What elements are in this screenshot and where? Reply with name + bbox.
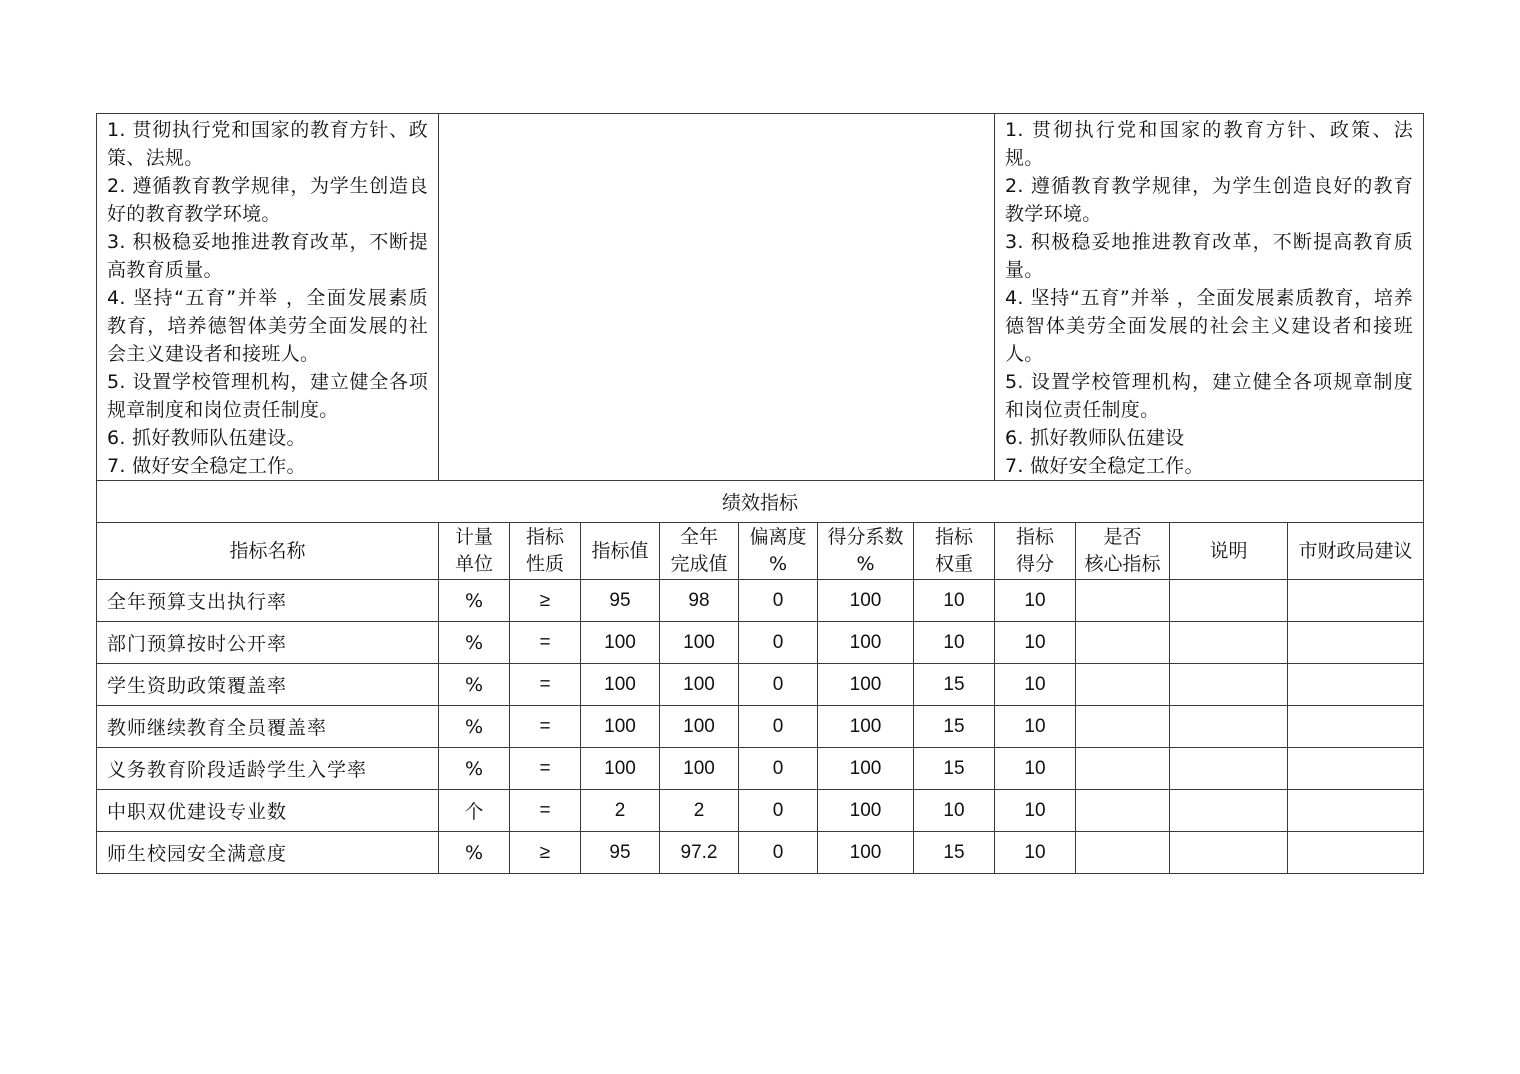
table-cell: 15: [914, 832, 995, 874]
column-header-line: 得分: [1015, 553, 1054, 575]
table-cell: 10: [995, 580, 1076, 622]
duty-item: 6. 抓好教师队伍建设。: [107, 427, 306, 449]
indicator-name-cell: 全年预算支出执行率: [97, 580, 439, 622]
table-cell: 10: [995, 832, 1076, 874]
table-cell: 100: [818, 622, 914, 664]
table-row: [97, 622, 1424, 664]
table-cell: 2: [581, 790, 660, 832]
table-cell: [1288, 832, 1424, 874]
table-cell: ≥: [510, 832, 581, 874]
column-header-line: %: [768, 553, 788, 575]
duty-item: 3. 积极稳妥地推进教育改革，不断提高教育质量。: [1005, 231, 1414, 281]
table-cell: [1288, 622, 1424, 664]
duty-item: 7. 做好安全稳定工作。: [107, 455, 306, 477]
table-cell: 10: [914, 790, 995, 832]
table-cell: [1170, 622, 1288, 664]
table-cell: 97.2: [660, 832, 739, 874]
duty-item: 1. 贯彻执行党和国家的教育方针、政策、法规。: [107, 119, 428, 169]
table-cell: =: [510, 790, 581, 832]
table-cell: 100: [581, 664, 660, 706]
column-header-line: 说明: [1209, 539, 1248, 562]
table-cell: 0: [739, 790, 818, 832]
table-cell: [1170, 706, 1288, 748]
table-cell: 15: [914, 664, 995, 706]
table-row: [97, 832, 1424, 874]
column-header: [914, 523, 995, 580]
table-row: [97, 664, 1424, 706]
table-cell: 0: [739, 748, 818, 790]
indicator-name-cell: 中职双优建设专业数: [97, 790, 439, 832]
duty-item: 3. 积极稳妥地推进教育改革，不断提高教育质量。: [107, 231, 428, 281]
table-cell: 100: [581, 706, 660, 748]
column-header-line: 指标名称: [229, 539, 306, 562]
column-header: [1288, 523, 1424, 580]
performance-table: [96, 113, 1424, 874]
table-cell: 0: [739, 664, 818, 706]
column-header-line: 是否: [1103, 526, 1142, 548]
table-row: [97, 790, 1424, 832]
table-cell: 0: [739, 580, 818, 622]
duty-item: 2. 遵循教育教学规律，为学生创造良好的教育教学环境。: [107, 175, 428, 225]
duties-right-cell: [995, 114, 1424, 481]
table-cell: 100: [660, 706, 739, 748]
duty-item: 5. 设置学校管理机构，建立健全各项规章制度和岗位责任制度。: [1005, 371, 1414, 421]
table-cell: 100: [660, 748, 739, 790]
duty-item: 5. 设置学校管理机构，建立健全各项规章制度和岗位责任制度。: [107, 371, 428, 421]
column-header-line: 指标: [1015, 526, 1054, 548]
duties-middle-cell: [439, 114, 995, 481]
column-header: [818, 523, 914, 580]
duty-item: 2. 遵循教育教学规律，为学生创造良好的教育教学环境。: [1005, 175, 1414, 225]
table-cell: %: [439, 580, 510, 622]
table-row: [97, 580, 1424, 622]
table-cell: [1288, 790, 1424, 832]
table-cell: [1076, 706, 1170, 748]
column-header: [510, 523, 581, 580]
column-header-line: 核心指标: [1084, 553, 1161, 575]
header-row: [97, 523, 1424, 580]
table-cell: 100: [818, 748, 914, 790]
column-header-line: 得分系数: [827, 526, 904, 548]
duty-item: 4. 坚持“五育”并举 ，全面发展素质教育，培养德智体美劳全面发展的社会主义建设者和接班人。: [107, 287, 428, 365]
column-header-line: 性质: [525, 553, 564, 575]
table-cell: 15: [914, 706, 995, 748]
table-cell: [1076, 832, 1170, 874]
table-cell: %: [439, 832, 510, 874]
table-cell: 0: [739, 706, 818, 748]
table-cell: 100: [660, 622, 739, 664]
duty-item: 1. 贯彻执行党和国家的教育方针、政策、法规。: [1005, 119, 1414, 169]
table-cell: [1076, 748, 1170, 790]
indicator-name-cell: 学生资助政策覆盖率: [97, 664, 439, 706]
table-cell: =: [510, 664, 581, 706]
table-cell: 100: [818, 790, 914, 832]
table-cell: 个: [439, 790, 510, 832]
duty-item: 4. 坚持“五育”并举 ，全面发展素质教育，培养德智体美劳全面发展的社会主义建设者和接班人。: [1005, 287, 1414, 365]
table-cell: 95: [581, 832, 660, 874]
table-row: [97, 706, 1424, 748]
table-cell: 98: [660, 580, 739, 622]
table-cell: [1076, 622, 1170, 664]
table-cell: [1170, 664, 1288, 706]
table-row: [97, 748, 1424, 790]
column-header-line: 偏离度: [749, 526, 807, 548]
table-cell: [1076, 790, 1170, 832]
column-header: [97, 523, 439, 580]
table-cell: 10: [914, 580, 995, 622]
table-cell: 0: [739, 622, 818, 664]
table-cell: 10: [995, 706, 1076, 748]
table-cell: 100: [818, 706, 914, 748]
duty-item: 7. 做好安全稳定工作。: [1005, 455, 1204, 477]
indicator-name-cell: 师生校园安全满意度: [97, 832, 439, 874]
column-header: [1170, 523, 1288, 580]
table-cell: [1170, 790, 1288, 832]
table-cell: %: [439, 706, 510, 748]
table-cell: 0: [739, 832, 818, 874]
column-header-line: 市财政局建议: [1298, 539, 1413, 562]
table-cell: =: [510, 748, 581, 790]
indicator-name-cell: 部门预算按时公开率: [97, 622, 439, 664]
table-cell: %: [439, 622, 510, 664]
column-header: [739, 523, 818, 580]
table-cell: 2: [660, 790, 739, 832]
column-header: [1076, 523, 1170, 580]
table-cell: 100: [581, 748, 660, 790]
table-cell: 10: [995, 622, 1076, 664]
table-cell: %: [439, 664, 510, 706]
column-header-line: 计量: [454, 526, 493, 548]
table-cell: [1076, 664, 1170, 706]
column-header: [995, 523, 1076, 580]
column-header-line: 全年: [679, 526, 718, 548]
table-cell: [1170, 748, 1288, 790]
duties-right-list: [1005, 116, 1413, 480]
column-header: [439, 523, 510, 580]
table-cell: 10: [995, 748, 1076, 790]
table-cell: 95: [581, 580, 660, 622]
column-header-line: 指标: [525, 526, 564, 548]
column-header-line: 权重: [934, 553, 973, 575]
column-header-line: 指标: [934, 526, 973, 548]
section-title: 绩效指标: [97, 481, 1424, 523]
table-header: [97, 523, 1424, 580]
table-cell: 100: [818, 832, 914, 874]
table-cell: [1288, 664, 1424, 706]
table-cell: 10: [914, 622, 995, 664]
table-cell: 100: [660, 664, 739, 706]
duty-item: 6. 抓好教师队伍建设: [1005, 427, 1185, 449]
column-header-line: 指标值: [591, 539, 649, 562]
table-cell: [1288, 580, 1424, 622]
column-header-line: 单位: [454, 553, 493, 575]
table-cell: 100: [818, 664, 914, 706]
column-header-line: %: [856, 553, 875, 575]
duties-row: [97, 114, 1424, 481]
table-cell: 10: [995, 664, 1076, 706]
indicator-name-cell: 义务教育阶段适龄学生入学率: [97, 748, 439, 790]
table-cell: ≥: [510, 580, 581, 622]
table-cell: [1170, 832, 1288, 874]
table-cell: [1288, 748, 1424, 790]
table-cell: =: [510, 622, 581, 664]
section-title-row: [97, 481, 1424, 523]
table-cell: =: [510, 706, 581, 748]
table-cell: %: [439, 748, 510, 790]
table-cell: 15: [914, 748, 995, 790]
table-cell: [1170, 580, 1288, 622]
table-cell: 10: [995, 790, 1076, 832]
table-cell: 100: [581, 622, 660, 664]
column-header-line: 完成值: [670, 553, 728, 575]
column-header: [581, 523, 660, 580]
duties-left-list: [107, 116, 428, 480]
duties-left-cell: [97, 114, 439, 481]
column-header: [660, 523, 739, 580]
table-body: [97, 580, 1424, 874]
indicator-name-cell: 教师继续教育全员覆盖率: [97, 706, 439, 748]
table-cell: 100: [818, 580, 914, 622]
table-cell: [1288, 706, 1424, 748]
table-cell: [1076, 580, 1170, 622]
document-page: [96, 113, 1423, 874]
